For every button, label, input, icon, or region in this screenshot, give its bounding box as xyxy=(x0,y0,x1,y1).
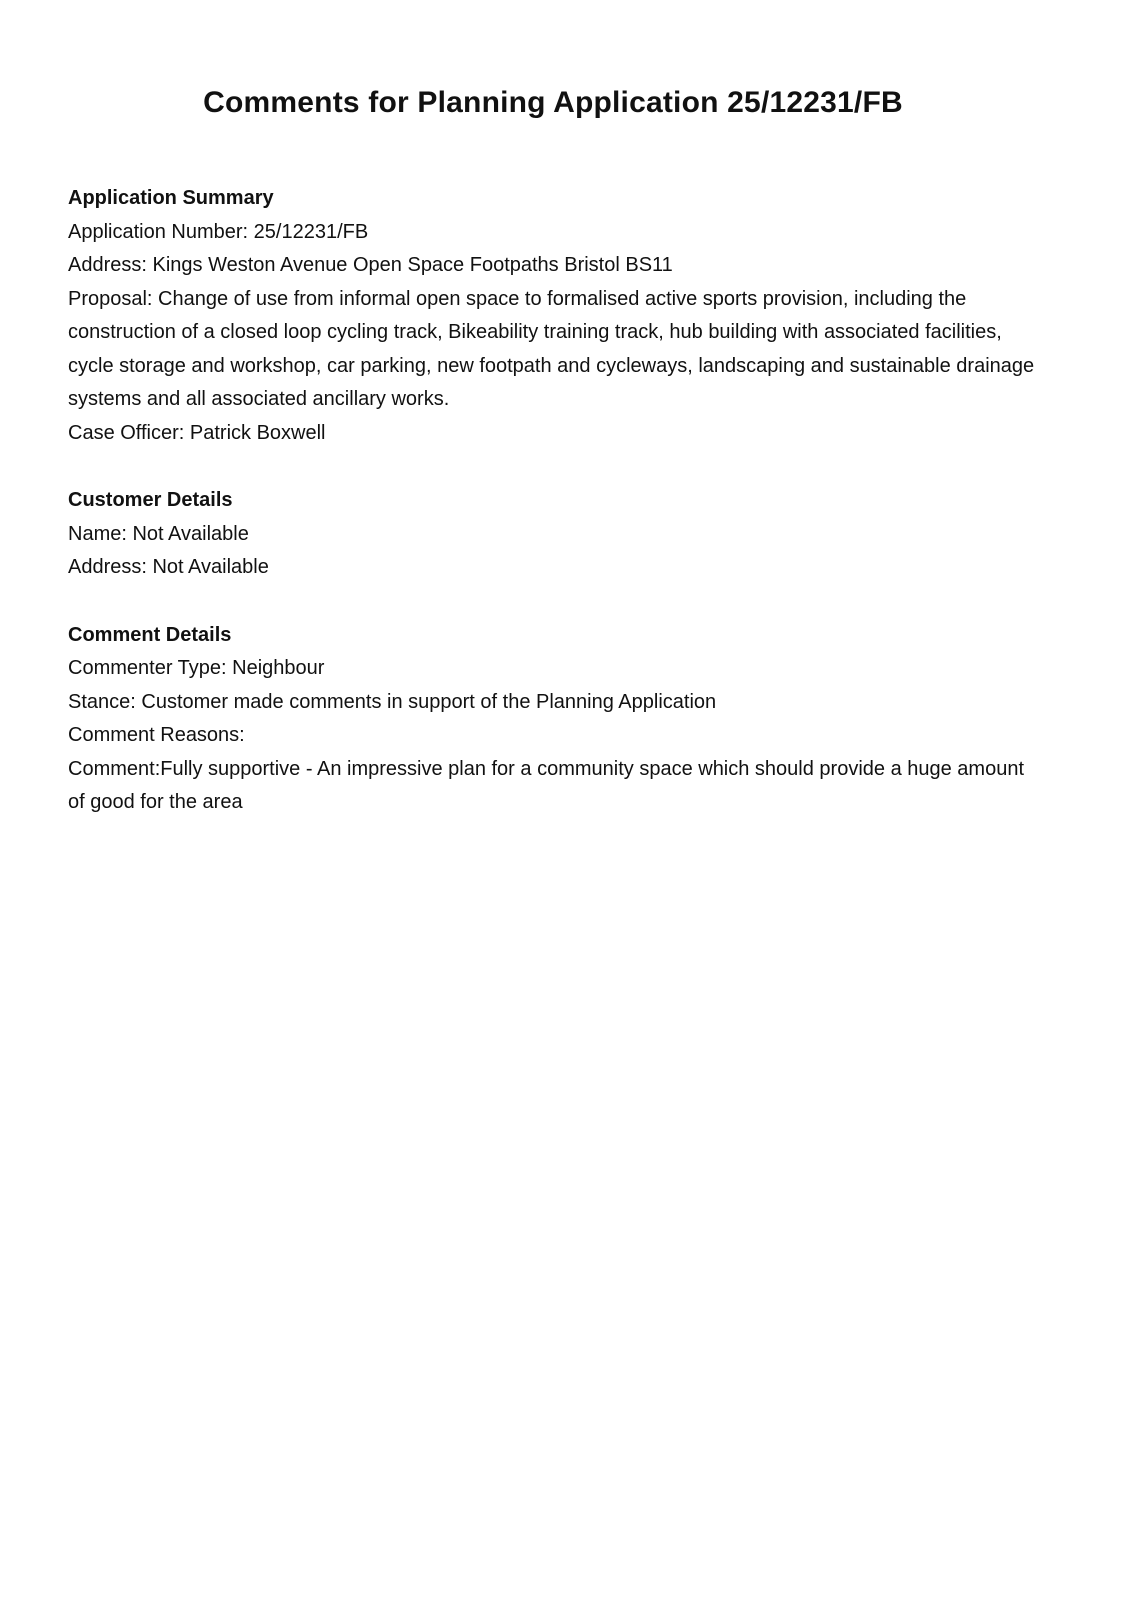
customer-details-heading: Customer Details xyxy=(68,489,233,511)
customer-address-line: Address: Not Available xyxy=(68,556,269,578)
stance-line: Stance: Customer made comments in support of the Planning Application xyxy=(68,690,717,713)
application-summary-heading: Application Summary xyxy=(68,187,274,209)
application-summary-section xyxy=(68,182,1038,450)
proposal-line: Proposal: Change of use from informal open space to formalised active sports provision, including the construction of a closed loop cycling track, Bikeability training track, hub building with associated facilities, cycle storage and workshop, car parking, new footpath and cycleways, landscaping and sustainable drainage systems and all associated ancillary works. xyxy=(68,287,1035,410)
comment-details-section xyxy=(68,619,1038,820)
comment-details-heading: Comment Details xyxy=(68,623,232,646)
commenter-type-line: Commenter Type: Neighbour xyxy=(68,657,325,679)
document-title: Comments for Planning Application 25/12231/FB xyxy=(203,86,903,119)
application-number-line: Application Number: 25/12231/FB xyxy=(68,220,369,243)
customer-name-line: Name: Not Available xyxy=(68,522,249,545)
customer-details-section xyxy=(68,484,1038,585)
application-address-line: Address: Kings Weston Avenue Open Space Footpaths Bristol BS11 xyxy=(68,254,673,276)
comment-text-line: Comment:Fully supportive - An impressive plan for a community space which should provide a huge amount of good for the area xyxy=(68,757,1025,813)
case-officer-line: Case Officer: Patrick Boxwell xyxy=(68,421,326,444)
comment-reasons-line: Comment Reasons: xyxy=(68,724,245,746)
